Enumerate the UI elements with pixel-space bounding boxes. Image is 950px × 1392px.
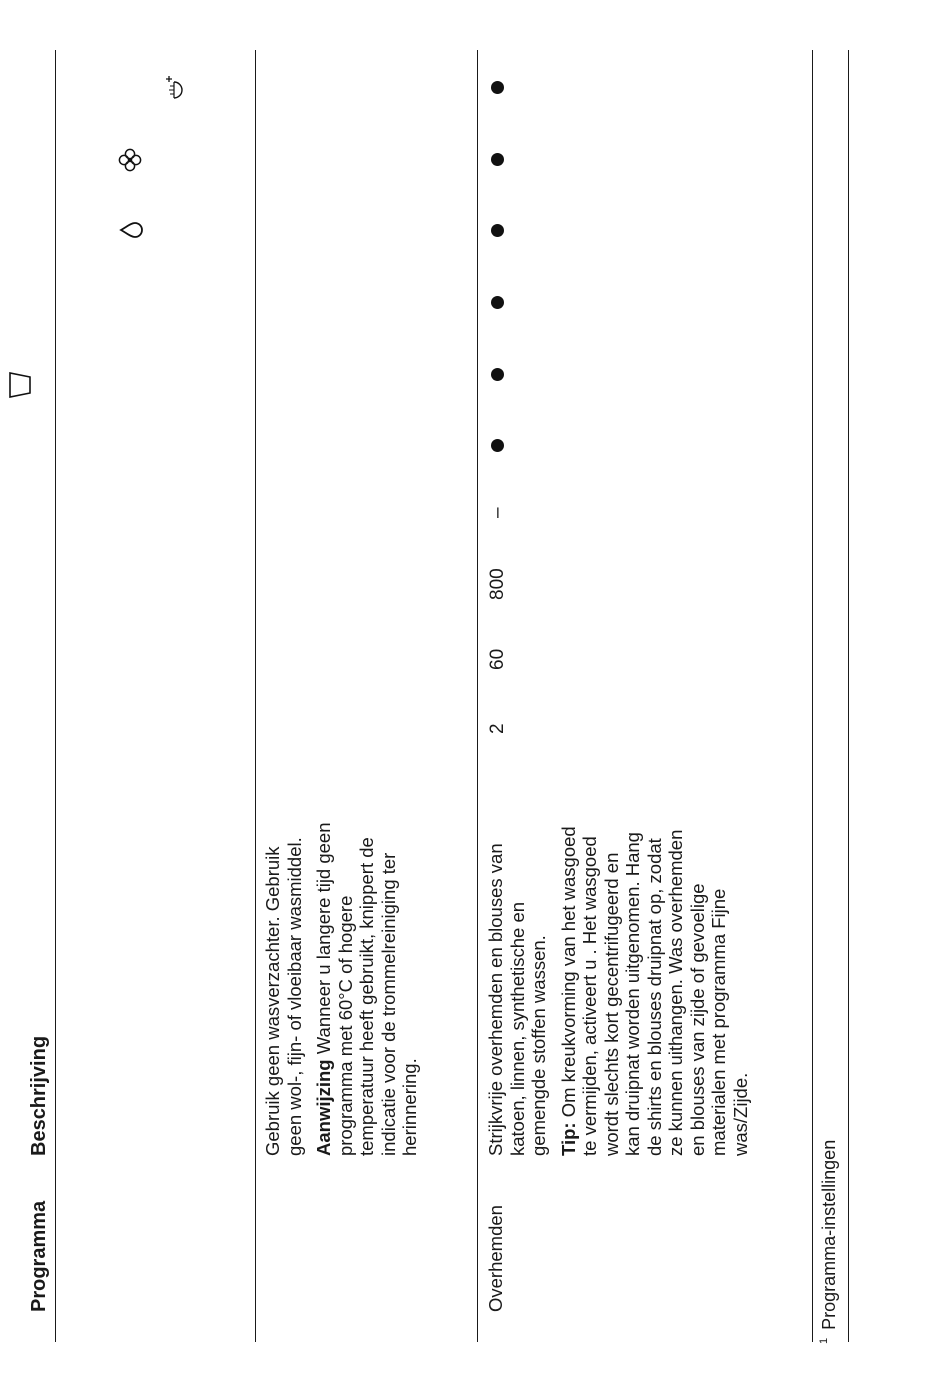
header-rule: [55, 50, 56, 1342]
footnote: [818, 1140, 840, 1344]
row2-temperature: 60: [487, 648, 508, 670]
row2-option-none: –: [487, 507, 508, 518]
drum-clean-plus-icon: [164, 73, 190, 101]
row2-dot-5: [491, 153, 504, 166]
rinse-drop-icon: [118, 220, 144, 240]
row2-max-load: 2: [487, 723, 508, 734]
footnote-text: Programma-instellingen: [819, 1139, 839, 1330]
row2-programma: Overhemden: [485, 1205, 506, 1312]
flower-softener-icon: [117, 147, 143, 173]
row2-beschrijving: [485, 821, 751, 1156]
row2-dot-3: [491, 296, 504, 309]
footnote-marker: 1: [818, 1337, 830, 1344]
header-beschrijving: Beschrijving: [28, 1035, 50, 1156]
row2-dot-1: [491, 439, 504, 452]
detergent-drawer-icon: [8, 368, 34, 400]
footnote-rule: [848, 50, 849, 1342]
row2-dot-6: [491, 81, 504, 94]
table-bottom-rule: [812, 50, 813, 1342]
row1-paragraph-1: Gebruik geen wasverzachter. Gebruik geen wol-, fijn- of vloeibaar wasmiddel.: [262, 837, 305, 1156]
row1-paragraph-2: Aanwijzing Wanneer u langere tijd geen programma met 60°C of hogere temperatuur heeft gebruikt, knippert de indicatie voor de trommelreiniging ter herinnering.: [313, 822, 420, 1156]
row2-dot-2: [491, 368, 504, 381]
row-divider-2: [477, 50, 478, 1342]
row2-paragraph-2: Tip: Om kreukvorming van het wasgoed te vermijden, activeert u . Het wasgoed wordt slechts kort gecentrifugeerd en kan druipnat worden uitgenomen. Hang de shirts en blouses druipnat op, zodat ze kunnen uithangen. Was overhemden en blouses van zijde of gevoelige materialen met programma Fijne was/Zijde.: [557, 826, 751, 1156]
row1-beschrijving: [262, 816, 421, 1156]
row2-paragraph-1: Strijkvrije overhemden en blouses van katoen, linnen, synthetische en gemengde stoffen wassen.: [485, 843, 549, 1156]
row2-dot-4: [491, 224, 504, 237]
header-programma: Programma: [28, 1200, 50, 1312]
row-divider-1: [255, 50, 256, 1342]
row2-spin-speed: 800: [487, 568, 508, 600]
